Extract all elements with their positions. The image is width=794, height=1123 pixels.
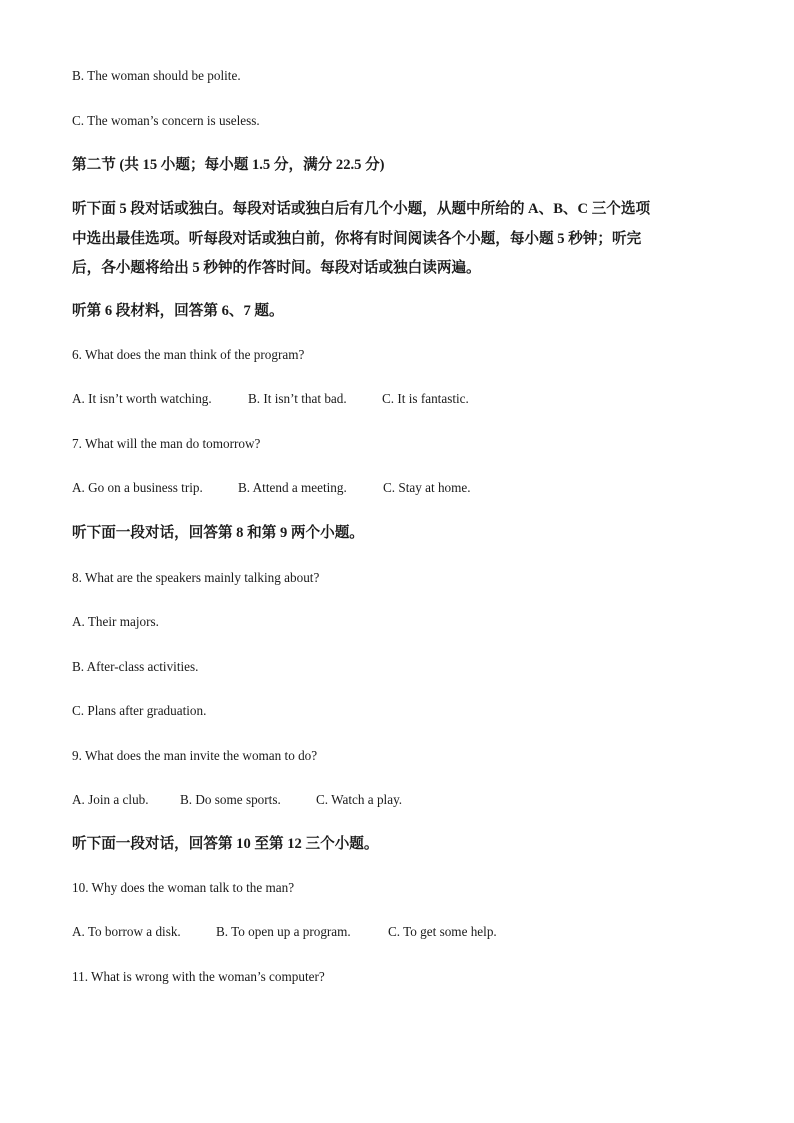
option-9b: B. Do some sports.	[180, 792, 281, 807]
option-7c: C. Stay at home.	[383, 480, 471, 495]
option-8b: B. After-class activities.	[72, 659, 199, 674]
option-10b: B. To open up a program.	[216, 924, 351, 939]
option-8a: A. Their majors.	[72, 614, 159, 629]
question-6-options	[72, 390, 469, 408]
instructions-line-2: 中选出最佳选项。听每段对话或独白前，你将有时间阅读各个小题，每小题 5 秒钟；听完	[72, 231, 642, 247]
option-9c: C. Watch a play.	[316, 792, 403, 807]
question-10-options	[72, 923, 497, 941]
passage-6-heading: 听第 6 段材料，回答第 6、7 题。	[72, 303, 284, 319]
option-6b: B. It isn’t that bad.	[248, 391, 347, 406]
option-8c: C. Plans after graduation.	[72, 703, 207, 718]
option-7b: B. Attend a meeting.	[238, 480, 347, 495]
section-heading: 第二节 (共 15 小题；每小题 1.5 分，满分 22.5 分)	[72, 157, 385, 173]
question-9: 9. What does the man invite the woman to do?	[72, 748, 318, 763]
question-11: 11. What is wrong with the woman’s computer?	[72, 969, 325, 984]
question-7: 7. What will the man do tomorrow?	[72, 436, 261, 451]
option-5c: C. The woman’s concern is useless.	[72, 113, 260, 128]
instructions-line-1: 听下面 5 段对话或独白。每段对话或独白后有几个小题，从题中所给的 A、B、C 三个选项	[72, 201, 651, 217]
option-6a: A. It isn’t worth watching.	[72, 391, 212, 406]
question-9-options	[72, 791, 403, 809]
option-10a: A. To borrow a disk.	[72, 924, 181, 939]
option-7a: A. Go on a business trip.	[72, 480, 203, 495]
passage-10-heading: 听下面一段对话，回答第 10 至第 12 三个小题。	[72, 836, 379, 852]
instructions-line-3: 后，各小题将给出 5 秒钟的作答时间。每段对话或独白读两遍。	[72, 260, 481, 276]
question-7-options	[72, 479, 471, 497]
option-6c: C. It is fantastic.	[382, 391, 469, 406]
option-5b: B. The woman should be polite.	[72, 68, 241, 83]
question-8: 8. What are the speakers mainly talking about?	[72, 570, 320, 585]
question-6: 6. What does the man think of the program?	[72, 347, 305, 362]
option-10c: C. To get some help.	[388, 924, 497, 939]
passage-8-heading: 听下面一段对话，回答第 8 和第 9 两个小题。	[72, 525, 364, 541]
option-9a: A. Join a club.	[72, 792, 149, 807]
question-10: 10. Why does the woman talk to the man?	[72, 880, 295, 895]
